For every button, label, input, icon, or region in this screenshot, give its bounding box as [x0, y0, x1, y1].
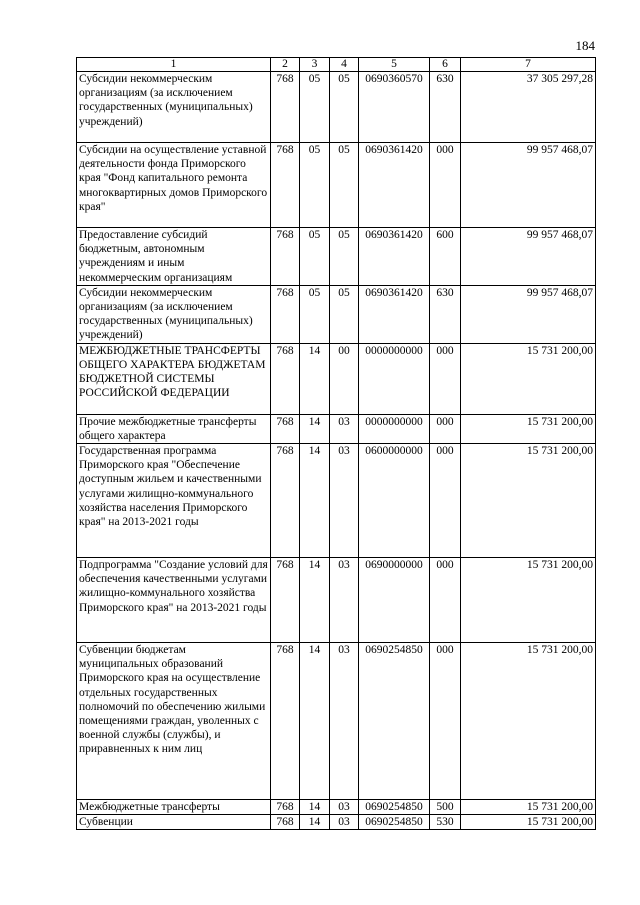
row-code-vr: 000	[430, 643, 461, 800]
row-code-rz: 05	[300, 285, 330, 343]
row-code-rz: 14	[300, 414, 330, 443]
row-code-pr: 03	[330, 558, 359, 643]
row-code-csr: 0600000000	[359, 444, 430, 558]
row-name: Субвенции бюджетам муниципальных образований Приморского края на осуществление отдельных государственных полномочий по обеспечению жилыми помещениями граждан, уволенных с военной службы (службы), и приравненных к ним лиц	[77, 643, 271, 800]
row-sum: 99 957 468,07	[461, 228, 596, 286]
row-code-rz: 14	[300, 643, 330, 800]
row-name: Субсидии некоммерческим организациям (за исключением государственных (муниципальных) учреждений)	[77, 72, 271, 143]
table-row	[77, 643, 596, 800]
row-code-csr: 0690254850	[359, 800, 430, 815]
row-code-rz: 14	[300, 800, 330, 815]
col-header-3: 3	[300, 58, 330, 72]
row-code-pr: 03	[330, 444, 359, 558]
row-code-vr: 000	[430, 143, 461, 228]
row-name: Прочие межбюджетные трансферты общего характера	[77, 414, 271, 443]
row-code-rz: 05	[300, 228, 330, 286]
row-sum: 15 731 200,00	[461, 815, 596, 830]
row-code-vr: 500	[430, 800, 461, 815]
row-name: Субсидии на осуществление уставной деятельности фонда Приморского края "Фонд капитального ремонта многоквартирных домов Приморского края"	[77, 143, 271, 228]
row-name: Предоставление субсидий бюджетным, автономным учреждениям и иным некоммерческим организациям	[77, 228, 271, 286]
row-code-gr: 768	[271, 558, 300, 643]
row-code-csr: 0000000000	[359, 343, 430, 414]
row-code-vr: 000	[430, 343, 461, 414]
row-code-pr: 00	[330, 343, 359, 414]
row-code-rz: 14	[300, 444, 330, 558]
table-row	[77, 414, 596, 443]
table-row	[77, 143, 596, 228]
row-code-csr: 0690254850	[359, 643, 430, 800]
row-name: Государственная программа Приморского края "Обеспечение доступным жильем и качественными услугами жилищно-коммунального хозяйства населения Приморского края" на 2013-2021 годы	[77, 444, 271, 558]
row-code-rz: 05	[300, 72, 330, 143]
row-code-rz: 14	[300, 343, 330, 414]
row-sum: 99 957 468,07	[461, 285, 596, 343]
row-code-pr: 05	[330, 228, 359, 286]
table-row	[77, 72, 596, 143]
col-header-1: 1	[77, 58, 271, 72]
row-code-csr: 0690361420	[359, 143, 430, 228]
row-name: Межбюджетные трансферты	[77, 800, 271, 815]
budget-table	[76, 57, 596, 830]
row-code-rz: 14	[300, 558, 330, 643]
col-header-5: 5	[359, 58, 430, 72]
row-name: Субсидии некоммерческим организациям (за исключением государственных (муниципальных) учреждений)	[77, 285, 271, 343]
table-row	[77, 228, 596, 286]
table-row	[77, 815, 596, 830]
table-row	[77, 444, 596, 558]
row-code-gr: 768	[271, 815, 300, 830]
col-header-7: 7	[461, 58, 596, 72]
table-row	[77, 558, 596, 643]
row-code-pr: 03	[330, 800, 359, 815]
row-code-csr: 0690360570	[359, 72, 430, 143]
row-code-gr: 768	[271, 343, 300, 414]
table-row	[77, 285, 596, 343]
row-name: Подпрограмма "Создание условий для обеспечения качественными услугами жилищно-коммунального хозяйства Приморского края" на 2013-2021 годы	[77, 558, 271, 643]
row-name: Субвенции	[77, 815, 271, 830]
row-code-vr: 600	[430, 228, 461, 286]
row-code-gr: 768	[271, 72, 300, 143]
row-code-rz: 05	[300, 143, 330, 228]
row-code-gr: 768	[271, 800, 300, 815]
row-code-pr: 03	[330, 815, 359, 830]
row-code-vr: 630	[430, 72, 461, 143]
row-code-csr: 0000000000	[359, 414, 430, 443]
row-code-csr: 0690361420	[359, 285, 430, 343]
table-row	[77, 800, 596, 815]
row-code-gr: 768	[271, 643, 300, 800]
row-code-gr: 768	[271, 414, 300, 443]
row-code-gr: 768	[271, 285, 300, 343]
row-code-pr: 05	[330, 143, 359, 228]
row-name: МЕЖБЮДЖЕТНЫЕ ТРАНСФЕРТЫ ОБЩЕГО ХАРАКТЕРА БЮДЖЕТАМ БЮДЖЕТНОЙ СИСТЕМЫ РОССИЙСКОЙ ФЕДЕРАЦИИ	[77, 343, 271, 414]
page-number: 184	[575, 38, 595, 53]
row-sum: 99 957 468,07	[461, 143, 596, 228]
row-code-csr: 0690254850	[359, 815, 430, 830]
row-sum: 15 731 200,00	[461, 414, 596, 443]
row-code-pr: 03	[330, 414, 359, 443]
row-code-vr: 530	[430, 815, 461, 830]
row-sum: 15 731 200,00	[461, 444, 596, 558]
row-sum: 37 305 297,28	[461, 72, 596, 143]
header-row	[77, 58, 596, 72]
col-header-2: 2	[271, 58, 300, 72]
row-code-vr: 000	[430, 444, 461, 558]
row-code-gr: 768	[271, 228, 300, 286]
row-code-vr: 000	[430, 558, 461, 643]
row-code-pr: 05	[330, 72, 359, 143]
row-code-vr: 630	[430, 285, 461, 343]
row-code-rz: 14	[300, 815, 330, 830]
row-code-csr: 0690361420	[359, 228, 430, 286]
row-sum: 15 731 200,00	[461, 643, 596, 800]
row-code-gr: 768	[271, 143, 300, 228]
row-sum: 15 731 200,00	[461, 343, 596, 414]
row-code-gr: 768	[271, 444, 300, 558]
col-header-6: 6	[430, 58, 461, 72]
row-code-vr: 000	[430, 414, 461, 443]
table-row	[77, 343, 596, 414]
row-sum: 15 731 200,00	[461, 558, 596, 643]
row-code-pr: 03	[330, 643, 359, 800]
col-header-4: 4	[330, 58, 359, 72]
row-code-csr: 0690000000	[359, 558, 430, 643]
row-sum: 15 731 200,00	[461, 800, 596, 815]
row-code-pr: 05	[330, 285, 359, 343]
